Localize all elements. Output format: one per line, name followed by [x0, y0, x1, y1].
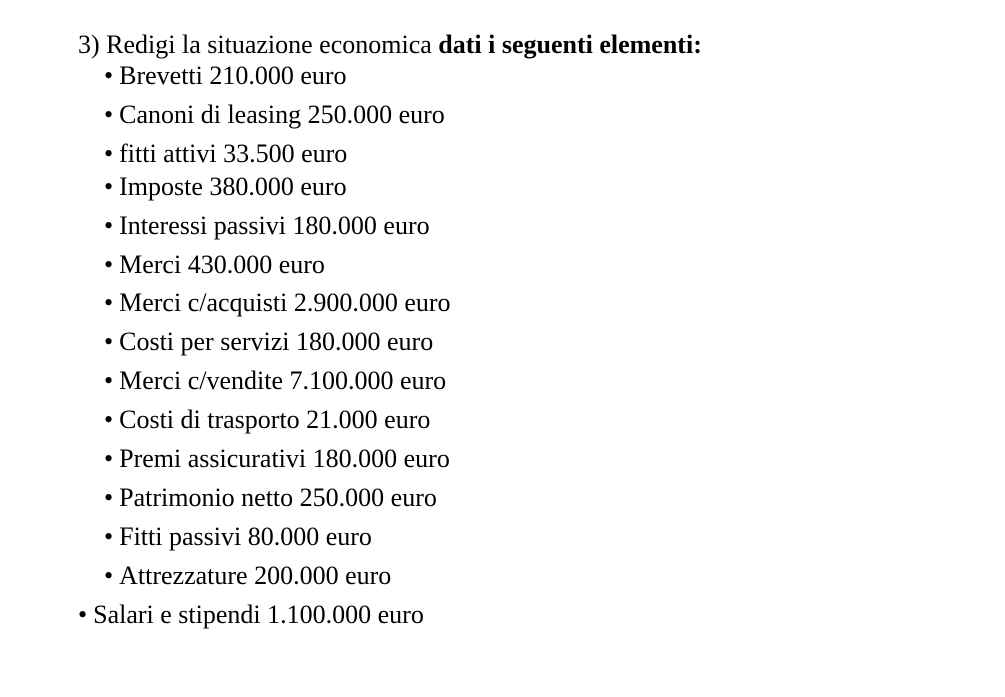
item-text: Premi assicurativi 180.000 euro	[119, 444, 450, 473]
list-item	[104, 211, 430, 241]
list-item	[78, 600, 424, 630]
list-item	[104, 327, 433, 357]
list-item	[104, 483, 437, 513]
list-item	[104, 405, 430, 435]
item-text: Interessi passivi 180.000 euro	[119, 211, 430, 240]
bullet: •	[104, 327, 114, 356]
exercise-intro-bold: dati i seguenti elementi:	[438, 30, 702, 59]
item-text: Merci c/vendite 7.100.000 euro	[119, 366, 447, 395]
list-item	[104, 61, 347, 91]
item-text: Canoni di leasing 250.000 euro	[119, 100, 445, 129]
bullet: •	[104, 522, 114, 551]
exercise-number: 3)	[78, 30, 100, 59]
exercise-intro: Redigi la situazione economica	[106, 30, 432, 59]
item-text: Costi per servizi 180.000 euro	[119, 327, 434, 356]
item-text: Merci 430.000 euro	[119, 250, 325, 279]
bullet: •	[104, 405, 114, 434]
bullet: •	[104, 250, 114, 279]
bullet: •	[104, 561, 114, 590]
list-item	[104, 139, 347, 169]
item-text: Imposte 380.000 euro	[119, 172, 347, 201]
bullet: •	[104, 483, 114, 512]
item-text: Costi di trasporto 21.000 euro	[119, 405, 431, 434]
bullet: •	[104, 366, 114, 395]
list-item	[104, 522, 372, 552]
bullet: •	[104, 444, 114, 473]
item-text: fitti attivi 33.500 euro	[119, 139, 348, 168]
item-text: Merci c/acquisti 2.900.000 euro	[119, 288, 451, 317]
exercise-heading	[78, 30, 702, 60]
list-item	[104, 561, 391, 591]
bullet: •	[104, 288, 114, 317]
list-item	[104, 172, 347, 202]
bullet: •	[104, 211, 114, 240]
item-text: Brevetti 210.000 euro	[119, 61, 347, 90]
item-text: Attrezzature 200.000 euro	[119, 561, 392, 590]
list-item	[104, 100, 445, 130]
item-text: Patrimonio netto 250.000 euro	[119, 483, 437, 512]
list-item	[104, 444, 450, 474]
list-item	[104, 288, 451, 318]
bullet: •	[104, 61, 114, 90]
list-item	[104, 250, 325, 280]
bullet: •	[104, 172, 114, 201]
bullet: •	[104, 139, 114, 168]
list-item	[104, 366, 446, 396]
bullet: •	[104, 100, 114, 129]
item-text: Fitti passivi 80.000 euro	[119, 522, 372, 551]
item-text: Salari e stipendi 1.100.000 euro	[93, 600, 424, 629]
bullet: •	[78, 600, 88, 629]
